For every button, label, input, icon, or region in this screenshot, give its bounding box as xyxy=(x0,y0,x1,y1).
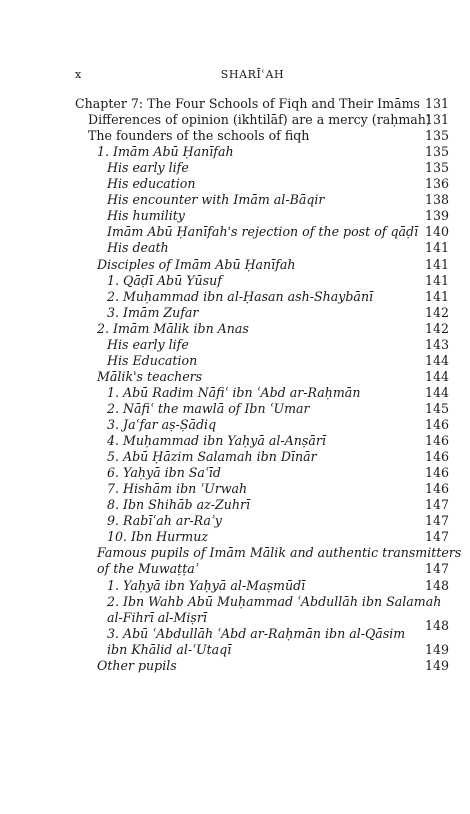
toc-entry xyxy=(0,208,470,224)
toc-entry xyxy=(0,353,470,369)
toc-entry-page: 146 xyxy=(424,417,449,432)
toc-entry xyxy=(0,481,470,497)
toc-entry-title: His education xyxy=(107,176,196,192)
toc-entry-page: 135 xyxy=(424,128,449,144)
toc-entry-page: 131 xyxy=(424,112,449,128)
toc-entry-page: 143 xyxy=(424,336,449,352)
toc-entry-title: 7. Hishām ibn ʿUrwah xyxy=(107,481,248,497)
toc-entry-title: Chapter 7: The Four Schools of Fiqh and Their Imāms xyxy=(75,96,421,111)
toc-entry-title: His early life xyxy=(107,336,189,352)
toc-entry xyxy=(0,513,470,529)
toc-entry-title: 6. Yaḥyā ibn Saʿīd xyxy=(107,465,221,481)
toc-entry-page: 142 xyxy=(424,320,449,336)
toc-entry xyxy=(0,385,470,401)
toc-entry-title: 5. Abū Ḥāzim Salamah ibn Dīnār xyxy=(107,449,317,465)
toc-entry-title: Other pupils xyxy=(97,657,177,673)
toc-entry xyxy=(0,240,470,256)
toc-entry-page: 142 xyxy=(424,304,449,320)
toc-entry-title: 3. Imām Zufar xyxy=(107,304,199,320)
toc-entry-title: His encounter with Imām al-Bāqir xyxy=(107,192,325,208)
toc-entry xyxy=(0,465,470,481)
toc-entry-page: 147 xyxy=(424,529,449,545)
toc-entry xyxy=(0,273,470,289)
toc-entry-page: 147 xyxy=(424,513,449,529)
toc-entry-page: 146 xyxy=(424,465,449,481)
toc-entry-title: 4. Muḥammad ibn Yaḥyā al-Anṣārī xyxy=(107,433,326,449)
toc-entry-page: 135 xyxy=(424,160,449,176)
toc-entry-page: 146 xyxy=(424,433,449,449)
toc-entry-page: 145 xyxy=(424,400,449,416)
toc-entry-page: 141 xyxy=(424,272,449,288)
toc-entry xyxy=(0,192,470,208)
toc-entry-page: 141 xyxy=(424,256,449,272)
toc-entry xyxy=(0,642,470,658)
toc-entry xyxy=(0,144,470,160)
toc-entry-page: 146 xyxy=(424,449,449,465)
toc-entry-title: 10. Ibn Hurmuz xyxy=(107,529,208,545)
toc-entry-title: 8. Ibn Shihāb az-Zuhrī xyxy=(107,497,251,513)
toc-entry-title: 3. Jaʿfar aṣ-Ṣādiq xyxy=(107,417,217,432)
toc-entry-title: His death xyxy=(107,240,169,256)
toc-entry-page: 144 xyxy=(424,384,449,400)
toc-entry xyxy=(0,626,470,642)
toc-entry-title: 3. Abū ʿAbdullāh ʿAbd ar-Raḥmān ibn al-Qāsim xyxy=(107,625,406,641)
toc-entry-title: 2. Muḥammad ibn al-Ḥasan ash-Shaybānī xyxy=(107,288,374,304)
toc-entry-page: 139 xyxy=(424,208,449,224)
toc-entry xyxy=(0,658,470,674)
toc-entry-title: Imām Abū Ḥanīfah's rejection of the post of qāḍī xyxy=(107,224,419,240)
toc-entry xyxy=(0,594,470,610)
toc-entry xyxy=(0,433,470,449)
toc-entry-page: 141 xyxy=(424,240,449,256)
page-folio: x xyxy=(75,68,82,81)
toc-entry-page: 135 xyxy=(424,144,449,160)
toc-entry-page: 138 xyxy=(424,192,449,208)
toc-entry-title: 1. Qāḍī Abū Yūsuf xyxy=(107,272,222,288)
toc-entry-title: His Education xyxy=(107,352,198,368)
toc-entry xyxy=(0,289,470,305)
toc-entry xyxy=(0,160,470,176)
toc-entry xyxy=(0,497,470,513)
toc-entry xyxy=(0,545,470,561)
toc-entry-page: 149 xyxy=(424,641,449,657)
toc-entry-page: 149 xyxy=(424,657,449,673)
page-header xyxy=(75,68,430,82)
toc-entry-page: 144 xyxy=(424,352,449,368)
toc-entry-title: al-Fihrī al-Miṣrī xyxy=(107,609,207,625)
toc-entry-title: 1. Abū Radim Nāfiʿ ibn ʿAbd ar-Raḥmān xyxy=(107,384,361,400)
toc-entry xyxy=(0,449,470,465)
toc-entry xyxy=(0,321,470,337)
toc-entry xyxy=(0,401,470,417)
toc-entry xyxy=(0,369,470,385)
toc-entry-page: 147 xyxy=(424,561,449,577)
toc-entry xyxy=(0,578,470,594)
toc-entry-page: 144 xyxy=(424,368,449,384)
toc-entry-page: 146 xyxy=(424,481,449,497)
toc-entry-title: 2. Imām Mālik ibn Anas xyxy=(97,320,249,336)
toc-entry xyxy=(0,128,470,144)
toc-entry-page: 148 xyxy=(424,577,449,593)
toc-entry-page: 140 xyxy=(424,224,449,240)
toc-entry-title: Disciples of Imām Abū Ḥanīfah xyxy=(97,256,296,272)
toc-entry-title: 1. Yaḥyā ibn Yaḥyā al-Maṣmūdī xyxy=(107,577,306,593)
toc-entry-title: 9. Rabīʿah ar-Raʾy xyxy=(107,513,222,529)
toc-entry-title: 2. Nāfiʿ the mawlā of Ibn ʿUmar xyxy=(107,400,310,416)
toc-entry xyxy=(0,224,470,240)
toc-entry xyxy=(0,337,470,353)
toc-entry-page: 141 xyxy=(424,288,449,304)
toc-entry-title: ibn Khālid al-ʿUtaqī xyxy=(107,641,232,657)
toc-entry-title: Differences of opinion (ikhtilāf) are a mercy (raḥmah) xyxy=(88,112,431,128)
toc-entry-title: His early life xyxy=(107,160,189,176)
toc-entry-page: 147 xyxy=(424,497,449,513)
toc-entry xyxy=(0,561,470,577)
toc-entry-title: Famous pupils of Imām Mālik and authentic transmitters xyxy=(97,545,462,561)
toc-entry xyxy=(0,257,470,273)
toc-entry-title: Mālik's teachers xyxy=(97,368,203,384)
toc-entry xyxy=(0,176,470,192)
toc-entry-title: His humility xyxy=(107,208,185,224)
toc-entry xyxy=(0,112,470,128)
toc-entry-title: 2. Ibn Wahb Abū Muḥammad ʿAbdullāh ibn Salamah xyxy=(107,593,442,609)
toc-entry-title: 1. Imām Abū Ḥanīfah xyxy=(97,144,234,160)
toc-entry xyxy=(0,305,470,321)
toc-entry xyxy=(0,529,470,545)
toc-entry-title: of the Muwaṭṭaʾ xyxy=(97,561,199,577)
toc-entry xyxy=(0,96,470,112)
running-head: SHARĪʿAH xyxy=(220,68,285,81)
toc-entry-page: 131 xyxy=(424,96,449,111)
toc-entry xyxy=(0,417,470,433)
toc-entry-title: The founders of the schools of fiqh xyxy=(88,128,310,144)
toc-entry-page: 148 xyxy=(424,617,449,633)
toc-entry-page: 136 xyxy=(424,176,449,192)
